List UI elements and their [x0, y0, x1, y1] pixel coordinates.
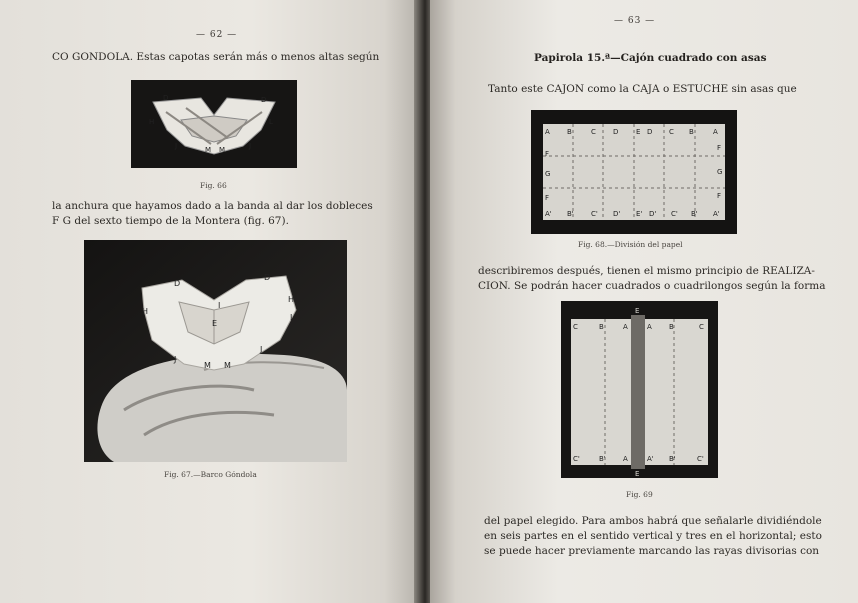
fig69-label: C' — [697, 455, 704, 463]
fig66-label: J — [249, 142, 252, 150]
right-paragraph-line: en seis partes en el sentido vertical y tres en el horizontal; esto — [484, 530, 822, 542]
fig68-caption: Fig. 68.—División del papel — [578, 240, 683, 249]
fig68-label: C — [669, 128, 674, 136]
fig66-label: D — [261, 96, 267, 104]
fig69-label: A — [623, 455, 628, 463]
fig67-label: D — [174, 279, 181, 288]
fig69-photo — [561, 301, 718, 478]
fig68-label: G — [545, 170, 551, 178]
fig68-illustration — [531, 110, 737, 234]
fig68-label: A — [713, 128, 718, 136]
fig68-label: D' — [613, 210, 621, 218]
page-number-left: — 62 — — [196, 30, 238, 40]
fig68-label: E — [636, 128, 641, 136]
fig68-label: B — [689, 128, 694, 136]
fig68-label: G — [717, 168, 723, 176]
fig68-label: D — [613, 128, 619, 136]
fig69-label: C — [573, 323, 578, 331]
fig67-label: I — [218, 301, 221, 310]
right-paragraph-line: se puede hacer previamente marcando las rayas divisorias con — [484, 545, 820, 557]
fig68-label: C' — [671, 210, 678, 218]
fig67-label: J — [174, 355, 177, 364]
left-paragraph-line: la anchura que hayamos dado a la banda al dar los dobleces — [52, 200, 373, 212]
right-paragraph-line: del papel elegido. Para ambos habrá que señalarle dividiéndole — [484, 515, 822, 527]
fig68-label: F — [545, 194, 550, 202]
page-number-right: — 63 — — [614, 16, 656, 26]
fig69-label: A' — [647, 455, 654, 463]
left-page — [0, 0, 418, 603]
fig66-illustration — [131, 80, 297, 168]
fig68-label: D — [647, 128, 653, 136]
fig68-label: B' — [567, 210, 574, 218]
fig68-label: F — [717, 192, 722, 200]
fig67-label: D — [264, 273, 271, 282]
left-paragraph-line: F G del sexto tiempo de la Montera (fig. 67). — [52, 215, 289, 227]
fig69-label: B — [669, 323, 674, 331]
fig67-label: H — [142, 307, 149, 316]
fig66-label: H — [149, 118, 155, 126]
fig66-label: M — [219, 146, 226, 154]
fig69-label: E — [635, 307, 640, 315]
left-top-line: CO GONDOLA. Estas capotas serán más o menos altas según — [52, 51, 380, 63]
fig69-label: B' — [599, 455, 606, 463]
fig68-label: C — [591, 128, 596, 136]
right-page — [430, 0, 858, 603]
intro-line: Tanto este CAJON como la CAJA o ESTUCHE sin asas que — [488, 83, 797, 95]
fig69-caption: Fig. 69 — [626, 490, 653, 499]
fig67-label: E — [212, 319, 218, 328]
fig68-label: B — [567, 128, 572, 136]
fig69-label: E — [635, 470, 640, 478]
fig67-illustration — [84, 240, 347, 462]
fig69-illustration — [561, 301, 718, 478]
fig68-label: B' — [691, 210, 698, 218]
fig68-label: E' — [636, 210, 643, 218]
fig68-label: A' — [713, 210, 720, 218]
section-title: Papirola 15.ª—Cajón cuadrado con asas — [534, 52, 767, 64]
fig68-label: A — [545, 128, 550, 136]
fig67-label: M — [204, 361, 211, 370]
fig69-label: C' — [573, 455, 580, 463]
fig69-label: A — [623, 323, 628, 331]
fig68-label: F — [545, 150, 550, 158]
right-paragraph-line: CION. Se podrán hacer cuadrados o cuadrilongos según la forma — [478, 280, 826, 292]
fig69-label: B — [599, 323, 604, 331]
fig66-label: M — [205, 146, 212, 154]
fig67-label: L — [290, 313, 295, 322]
fig67-photo — [84, 240, 347, 462]
fig68-photo — [531, 110, 737, 234]
fig68-label: F — [717, 144, 722, 152]
fig66-caption: Fig. 66 — [200, 181, 227, 190]
fig67-label: M — [224, 361, 231, 370]
fig69-label: C — [699, 323, 704, 331]
fig66-label: J — [175, 142, 178, 150]
fig69-label: A — [647, 323, 652, 331]
fig69-label: B' — [669, 455, 676, 463]
fig66-photo — [131, 80, 297, 168]
fig68-label: C' — [591, 210, 598, 218]
right-paragraph-line: describiremos después, tienen el mismo principio de REALIZA- — [478, 265, 815, 277]
fig68-label: D' — [649, 210, 657, 218]
fig66-label: D — [163, 94, 169, 102]
fig66-label: L — [269, 118, 273, 126]
fig67-label: J — [260, 345, 263, 354]
fig67-caption: Fig. 67.—Barco Góndola — [164, 470, 257, 479]
fig67-label: H — [288, 295, 295, 304]
fig68-label: A' — [545, 210, 552, 218]
